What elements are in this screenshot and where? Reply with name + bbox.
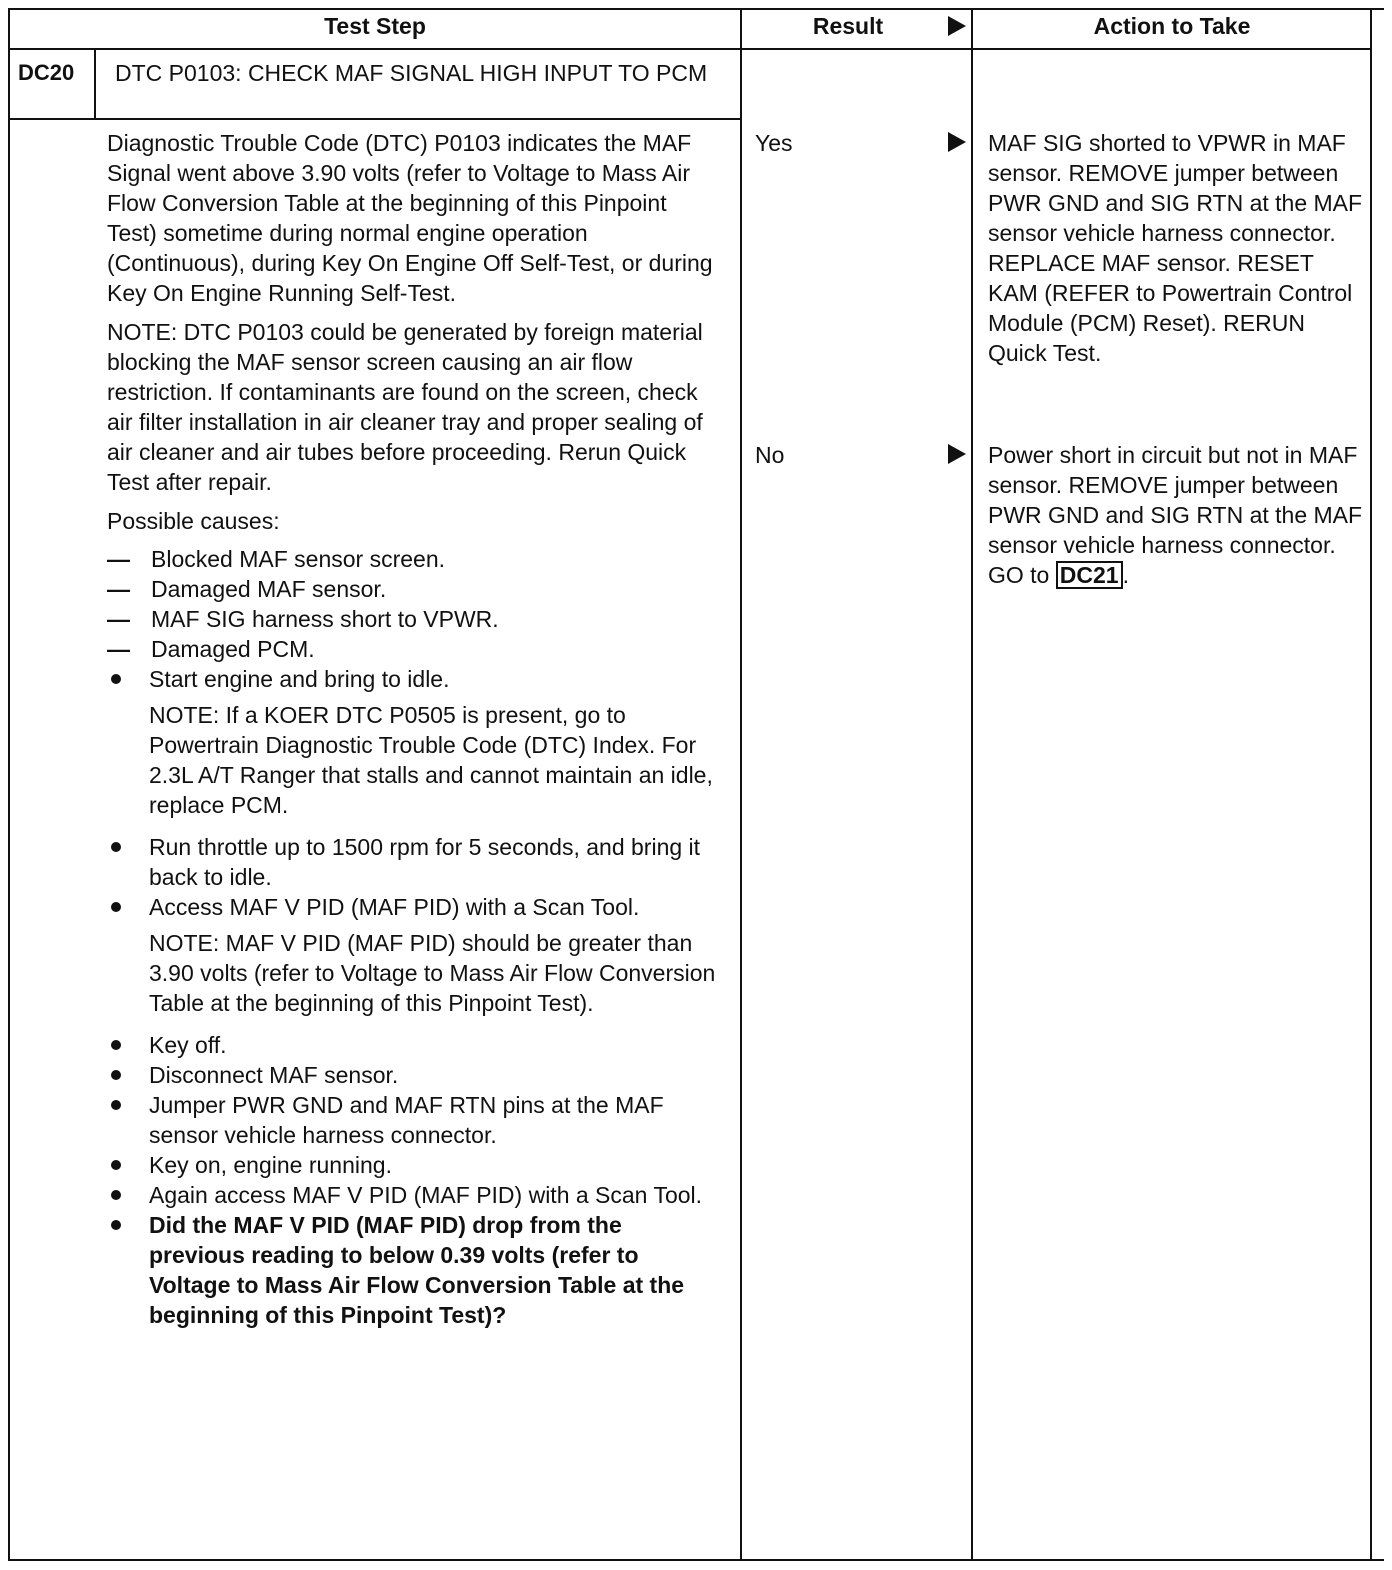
bullet-item: Start engine and bring to idle. [107,664,717,694]
column-divider-action [971,8,973,1561]
result-yes-arrow-icon [948,132,966,152]
intro-text: Diagnostic Trouble Code (DTC) P0103 indicates the MAF Signal went above 3.90 volts (refer to Voltage to Mass Air Flow Conversion Table at the beginning of this Pinpoint Test) sometime during normal engine operation (Continuous), during Key On Engine Off Self-Test, or during Key On Engine Running Self-Test. [107,130,713,306]
code-column-divider [94,48,96,120]
step-description [107,128,717,1330]
bullet-item: Access MAF V PID (MAF PID) with a Scan Tool. [107,892,717,922]
result-yes: Yes [755,130,793,156]
cause-item: — Damaged MAF sensor. [107,574,717,604]
cause-item: — Blocked MAF sensor screen. [107,544,717,574]
causes-label: Possible causes: [107,508,280,534]
table-left-border [8,8,10,1561]
bullet-item: Key off. [107,1030,717,1060]
bullet-item: Disconnect MAF sensor. [107,1060,717,1090]
diagnostic-table [8,8,1384,1561]
cause-item: — MAF SIG harness short to VPWR. [107,604,717,634]
bullet-item: Jumper PWR GND and MAF RTN pins at the MAF sensor vehicle harness connector. [107,1090,717,1150]
note-maf-pid: NOTE: MAF V PID (MAF PID) should be greater than 3.90 volts (refer to Voltage to Mass Air Flow Conversion Table at the beginning of this Pinpoint Test). [149,930,716,1016]
result-no-arrow-icon [948,444,966,464]
header-arrow-icon [948,16,966,36]
column-divider-result [740,8,742,1561]
header-result: Result [812,13,884,39]
note-koer: NOTE: If a KOER DTC P0505 is present, go to Powertrain Diagnostic Trouble Code (DTC) Index. For 2.3L A/T Ranger that stalls and cannot maintain an idle, replace PCM. [149,702,713,818]
bullet-item: Run throttle up to 1500 rpm for 5 seconds, and bring it back to idle. [107,832,717,892]
step-title: DTC P0103: CHECK MAF SIGNAL HIGH INPUT TO PCM [115,60,708,86]
action-no-suffix: . [1122,562,1129,588]
bullet-item: Key on, engine running. [107,1150,717,1180]
action-no [988,440,1364,590]
note-foreign-material: NOTE: DTC P0103 could be generated by foreign material blocking the MAF sensor screen causing an air flow restriction. If contaminants are found on the screen, check air filter installation in air cleaner tray and proper sealing of air cleaner and air tubes before proceeding. Rerun Quick Test after repair. [107,319,703,495]
header-action: Action to Take [1093,13,1251,39]
step-bullets-3 [107,1030,717,1330]
result-no: No [755,442,785,468]
cause-item: — Damaged PCM. [107,634,717,664]
question-item: Did the MAF V PID (MAF PID) drop from the previous reading to below 0.39 volts (refer to Voltage to Mass Air Flow Conversion Table at the beginning of this Pinpoint Test)? [107,1210,717,1330]
step-bullets-2 [107,832,717,922]
table-right-border [1370,8,1372,1561]
header-test-step: Test Step [324,13,426,39]
action-yes: MAF SIG shorted to VPWR in MAF sensor. REMOVE jumper between PWR GND and SIG RTN at the MAF sensor vehicle harness connector. REPLACE MAF sensor. RESET KAM (REFER to Powertrain Control Module (PCM) Reset). RERUN Quick Test. [988,130,1363,366]
title-row-divider [8,118,742,120]
bullet-item: Again access MAF V PID (MAF PID) with a Scan Tool. [107,1180,717,1210]
action-no-text: Power short in circuit but not in MAF sensor. REMOVE jumper between PWR GND and SIG RTN at the MAF sensor vehicle harness connector. GO to [988,442,1363,588]
step-bullets-1 [107,664,717,694]
header-divider [8,48,1372,50]
link-dc21[interactable]: DC21 [1056,561,1123,589]
table-bottom-border [8,1559,1384,1561]
causes-list [107,544,717,664]
step-code: DC20 [18,60,75,85]
